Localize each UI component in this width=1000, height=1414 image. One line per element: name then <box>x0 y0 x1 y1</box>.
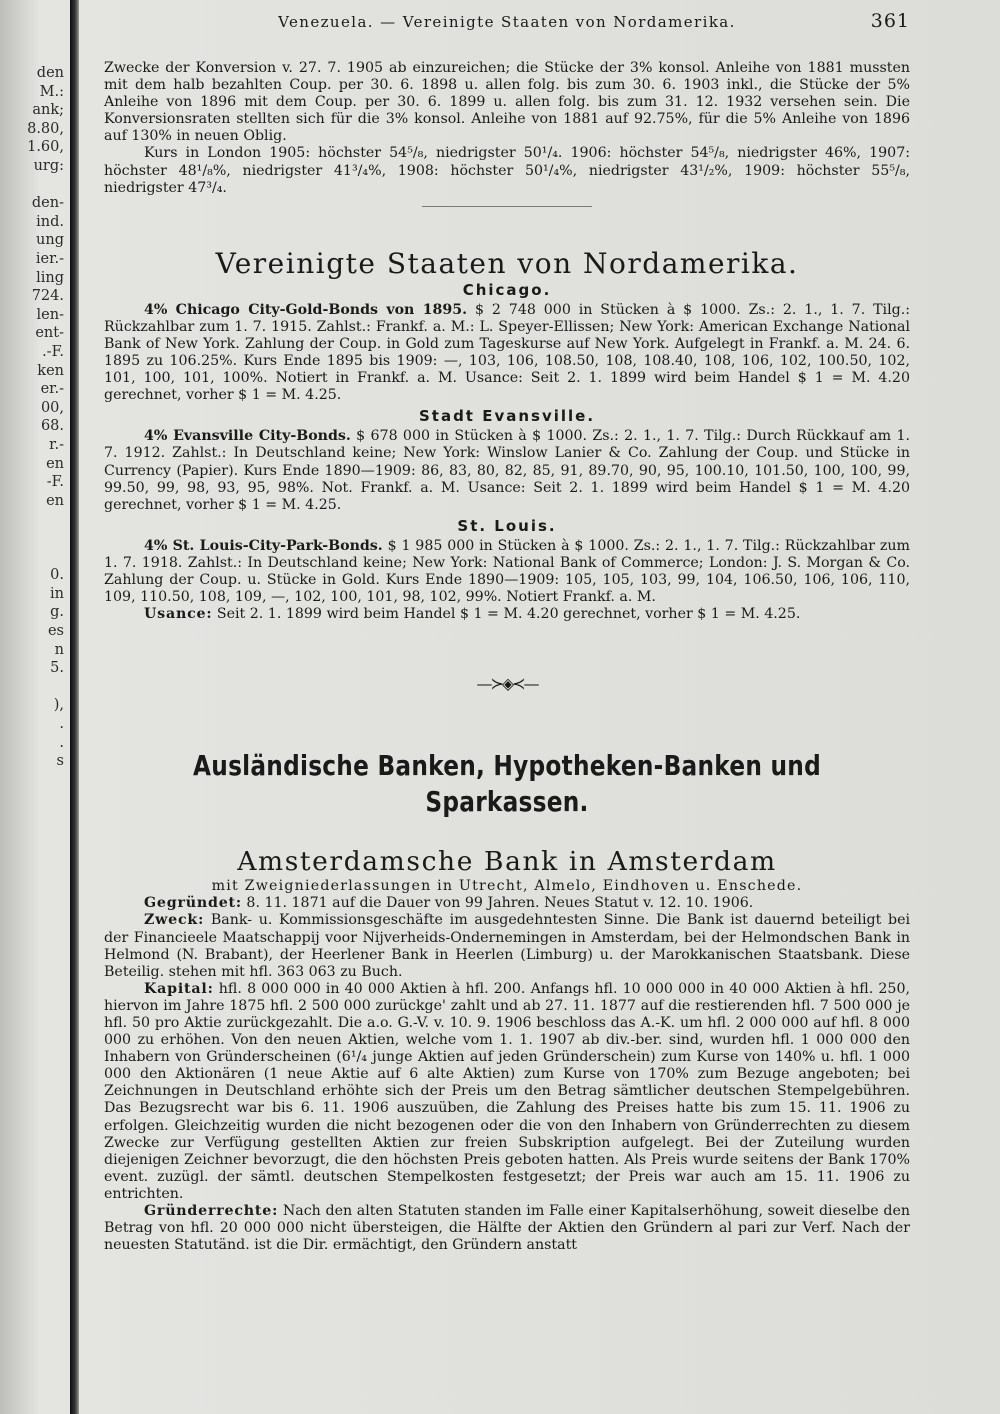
facing-page-fragment: 724. <box>31 288 64 305</box>
bank-capital-label: Kapital: <box>144 980 214 997</box>
bank-founded-text: 8. 11. 1871 auf die Dauer von 99 Jahren. Neues Statut v. 12. 10. 1906. <box>241 895 754 912</box>
facing-page-fragment: M.: <box>39 83 64 100</box>
chicago-bond-title: 4% Chicago City-Gold-Bonds von 1895. <box>144 301 468 318</box>
facing-page-fragment: es <box>47 623 64 639</box>
page <box>104 0 910 1414</box>
stlouis-bond-entry <box>104 538 910 606</box>
bank-founder-rights <box>104 1203 910 1254</box>
section-rule <box>422 206 592 207</box>
facing-page-fragment: den <box>36 65 64 81</box>
facing-page-fragment: urg: <box>33 158 64 174</box>
facing-page-fragment: g. <box>50 604 64 621</box>
book-spine-shadow <box>70 0 79 1414</box>
facing-page-fragment: 5. <box>50 660 64 677</box>
facing-page-fragment: 0. <box>50 567 64 584</box>
facing-page-fragment: . <box>59 734 64 751</box>
facing-page-fragment: 1.60, <box>27 139 64 156</box>
facing-page-fragment: ), <box>53 697 64 714</box>
foreign-banks-section-title: Ausländische Banken, Hypotheken-Banken und Sparkassen. <box>193 749 821 819</box>
facing-page-fragment: len- <box>36 306 64 323</box>
facing-page-edge <box>0 0 72 1414</box>
facing-page-fragment: n <box>54 641 64 658</box>
facing-page-fragment: ling <box>36 269 64 286</box>
evansville-bond-title: 4% Evansville City-Bonds. <box>144 428 351 445</box>
facing-page-fragment: ind. <box>36 213 64 230</box>
facing-page-fragment: .-F. <box>42 344 64 360</box>
page-number: 361 <box>870 10 910 32</box>
facing-page-fragment: den- <box>31 195 64 212</box>
facing-page-fragment: ent- <box>35 325 64 342</box>
evansville-bond-text: $ 678 000 in Stücken à $ 1000. Zs.: 2. 1., 1. 7. Tilg.: Durch Rückkauf am 1. 7. 1912. Zahlst.: In Deutschland keine; New York: Winslow Lanier & Co. Zahlung der Coup. und Stücke in Currency (Papier). Kurs Ende 1890—1909: 86, 83, 80, 82, 85, 91, 89.70, 90, 95, 100.10, 101.50, 100, 100, 99, 99.50, 99, 98, 93, 95, 98%. Not. Frankf. a. M. Usance: Seit 2. 1. 1899 wird beim Handel $ 1 = M. 4.20 gerechnet, vorher $ 1 = M. 4.25. <box>104 428 910 513</box>
facing-page-fragment: r.- <box>49 437 64 453</box>
fleuron-ornament: —≻◈≺— <box>476 674 538 694</box>
bank-branches: mit Zweigniederlassungen in Utrecht, Almelo, Eindhoven u. Enschede. <box>211 878 803 895</box>
chicago-heading: Chicago. <box>462 280 552 299</box>
stlouis-bond-title: 4% St. Louis-City-Park-Bonds. <box>144 537 383 554</box>
running-header <box>104 9 910 35</box>
facing-page-fragment: en <box>46 455 64 472</box>
stlouis-usance-label: Usance: <box>144 606 213 623</box>
bank-founder-rights-text: Nach den alten Statuten standen im Falle einer Kapitalserhöhung, soweit dieselbe den Betrag von hfl. 20 000 000 nicht übersteigen, die Hälfte der Aktien den Gründern al pari zur Verf. Nach der neuesten Statutänd. ist die Dir. ermächtigt, den Gründern anstatt <box>104 1203 910 1254</box>
venezuela-kurs-paragraph: Kurs in London 1905: höchster 54⁵/₈, niedrigster 50¹/₄. 1906: höchster 54⁵/₈, niedrigster 46%, 1907: höchster 48¹/₈%, niedrigster 41³/₄%, 1908: höchster 50¹/₄%, niedrigster 43¹/₂%, 1909: höchster 55⁵/₈, niedrigster 47³/₄. <box>104 145 910 196</box>
bank-purpose-label: Zweck: <box>144 912 205 929</box>
facing-page-fragment: ier.- <box>35 251 64 267</box>
bank-capital <box>104 981 910 1203</box>
facing-page-fragment: 68. <box>40 418 64 435</box>
page-body <box>104 60 910 1254</box>
stlouis-bond-text: $ 1 985 000 in Stücken à $ 1000. Zs.: 2. 1., 1. 7. Tilg.: Rückzahlbar zum 1. 7. 1918. Zahlst.: In Deutschland keine; New York: National Bank of Commerce; London: J. S. Morgan & Co. Zahlung der Coup. u. Stücke in Gold. Kurs Ende 1890—1909: 105, 105, 103, 99, 104, 106.50, 106, 106, 110, 109, 110.50, 108, 109, —, 102, 100, 101, 98, 102, 99%. Notiert Frankf. a. M. <box>104 537 910 606</box>
evansville-heading: Stadt Evansville. <box>418 407 596 426</box>
venezuela-conversion-paragraph: Zwecke der Konversion v. 27. 7. 1905 ab einzureichen; die Stücke der 3% konsol. Anleihe von 1881 mussten mit dem halb bezahlten Coup. per 30. 6. 1898 u. allen folg. bis zum 30. 6. 1903 inkl., die Stücke der 5% Anleihe von 1896 mit dem Coup. per 30. 6. 1899 u. allen folg. bis zum 31. 12. 1932 versehen sein. Die Konversionsraten stellten sich für die 3% konsol. Anleihe von 1881 auf 92.75%, für die 5% Anleihe von 1896 auf 130% in neuen Oblig. <box>104 60 910 145</box>
stlouis-usance <box>104 606 910 623</box>
facing-page-fragment: ken <box>37 362 64 379</box>
bank-founder-rights-label: Gründerrechte: <box>144 1203 279 1220</box>
facing-page-fragment: in <box>50 585 64 602</box>
facing-page-fragment: ank; <box>32 102 64 119</box>
bank-capital-text: hfl. 8 000 000 in 40 000 Aktien à hfl. 200. Anfangs hfl. 10 000 000 in 40 000 Aktien à hfl. 250, hiervon im Jahre 1875 hfl. 2 500 000 zurückge' zahlt und ab 27. 11. 1877 auf die restierenden hfl. 7 500 000 je hfl. 50 pro Aktie zurückgezahlt. Die a.o. G.-V. v. 10. 9. 1906 beschloss das A.-K. um hfl. 2 000 000 auf hfl. 8 000 000 zu erhöhen. Von den neuen Aktien, welche vom 1. 1. 1907 ab div.-ber. sind, wurden hfl. 1 000 000 den Inhabern von Gründerscheinen (6¹/₄ junge Aktien auf jeden Gründerschein) zum Kurse von 140% u. hfl. 1 000 000 den Aktionären (1 neue Aktie auf 6 alte Aktien) zum Kurse von 170% zum Bezuge angeboten; bei Zeichnungen in Deutschland erhöhte sich der Preis um den Betrag sämtlicher deutschen Stempelgebühren. Das Bezugsrecht war bis 6. 11. 1906 auszuüben, die Zahlung des Preises hatte bis zum 15. 11. 1906 zu erfolgen. Gleichzeitig wurden die nicht bezogenen oder die von den Inhabern von Gründerrechten zu diesem Zwecke zur Verfügung gestellten Aktien zur freien Subskription aufgelegt. Bei der Zuteilung wurden diejenigen Zeichner bevorzugt, die den höchsten Preis geboten hatten. Als Preis wurde seitens der Bank 170% event. zuzügl. der sämtl. deutschen Stempelkosten festgesetzt; der Preis war auch am 15. 11. 1906 zu entrichten. <box>104 980 910 1202</box>
stlouis-usance-text: Seit 2. 1. 1899 wird beim Handel $ 1 = M. 4.20 gerechnet, vorher $ 1 = M. 4.25. <box>212 606 801 623</box>
facing-page-fragment: ung <box>36 232 64 249</box>
evansville-bond-entry <box>104 428 910 513</box>
facing-page-fragment: 00, <box>40 399 64 416</box>
chicago-bond-text: $ 2 748 000 in Stücken à $ 1000. Zs.: 2. 1., 1. 7. Tilg.: Rückzahlbar zum 1. 7. 1915. Zahlst.: Frankf. a. M.: L. Speyer-Ellissen; New York: American Exchange National Bank of New York. Zahlung der Coup. in Gold zum Tageskurse auf New York. Aufgelegt in Frankf. a. M. 24. 6. 1895 zu 106.25%. Kurs Ende 1895 bis 1909: —, 103, 106, 108.50, 108, 108.40, 108, 106, 102, 100.50, 102, 101, 100, 101, 100%. Notiert in Frankf. a. M. Usance: Seit 2. 1. 1899 wird beim Handel $ 1 = M. 4.20 gerechnet, vorher $ 1 = M. 4.25. <box>104 301 910 404</box>
running-title: Venezuela. — Vereinigte Staaten von Nordamerika. <box>278 13 736 31</box>
facing-page-fragment: en <box>46 492 64 509</box>
facing-page-fragment: . <box>59 716 64 732</box>
chicago-bond-entry <box>104 302 910 405</box>
bank-founded-label: Gegründet: <box>144 895 242 912</box>
facing-page-fragment: -F. <box>46 474 64 491</box>
stlouis-heading: St. Louis. <box>457 516 557 535</box>
bank-founded <box>104 895 910 912</box>
facing-page-fragment: 8.80, <box>27 120 64 137</box>
facing-page-fragment: er.- <box>40 381 64 398</box>
bank-purpose-text: Bank- u. Kommissionsgeschäfte im ausgedehntesten Sinne. Die Bank ist dauernd beteiligt bei der Financieele Maatschappij voor Nijverheids-Ondernemingen in Amsterdam, bei der Helmondschen Bank in Helmond (N. Brabant), der Heerlener Bank in Heerlen (Limburg) u. der Marokkanischen Staatsbank. Diese Beteilig. stehen mit hfl. 363 063 zu Buch. <box>104 912 910 980</box>
usa-section-title: Vereinigte Staaten von Nordamerika. <box>215 246 799 280</box>
bank-purpose <box>104 912 910 980</box>
bank-title: Amsterdamsche Bank in Amsterdam <box>237 846 777 878</box>
facing-page-fragment: s <box>56 753 64 770</box>
